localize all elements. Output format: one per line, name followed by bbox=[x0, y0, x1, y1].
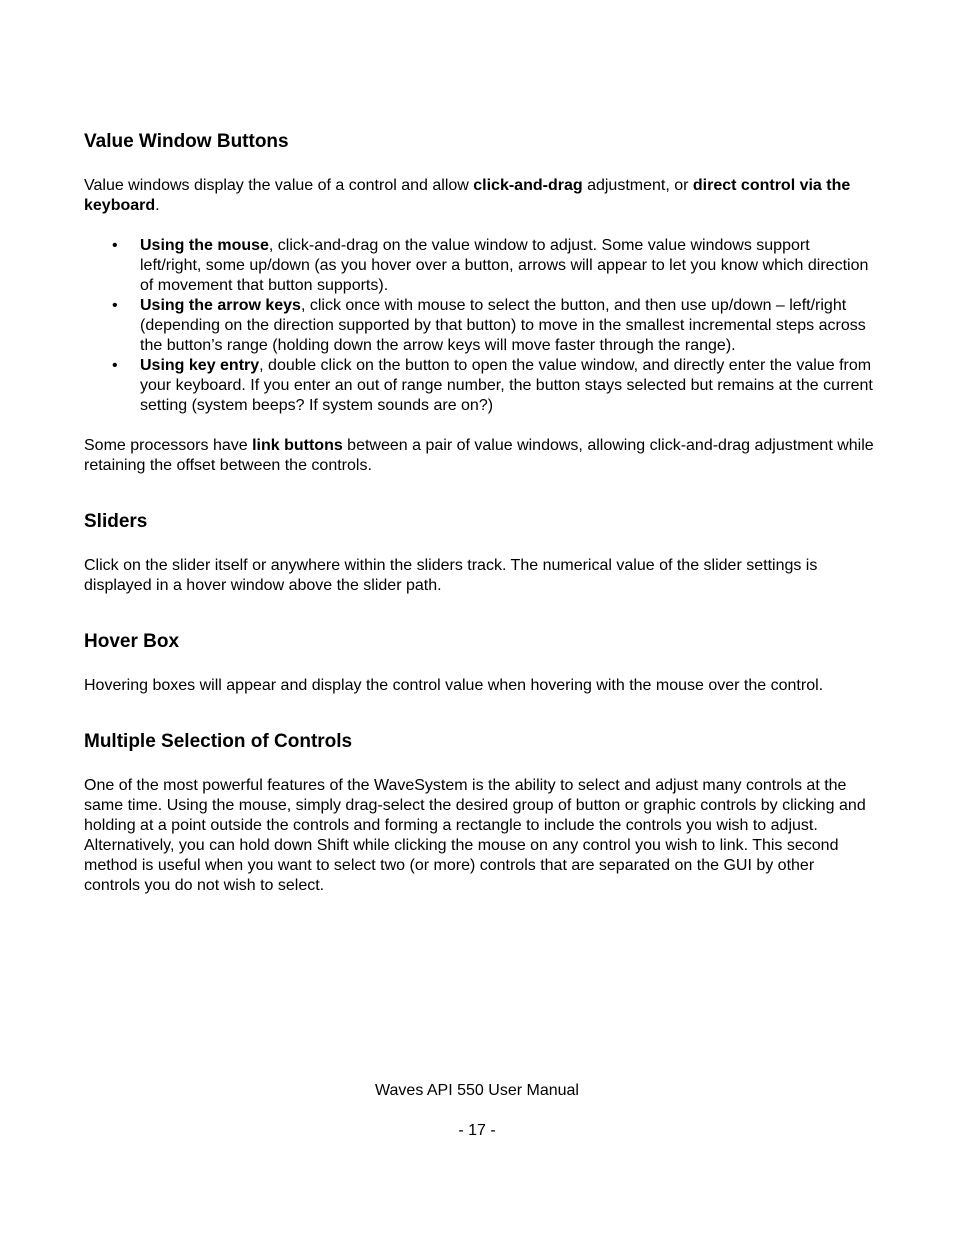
page-content bbox=[84, 130, 874, 896]
section-heading: Hover Box bbox=[84, 631, 180, 652]
sliders-body: Click on the slider itself or anywhere within the sliders track. The numerical value of the slider settings is displayed in a hover window above the slider path. bbox=[84, 557, 818, 594]
value-window-outro: Some processors have link buttons between a pair of value windows, allowing click-and-drag adjustment while retaining the offset between the controls. bbox=[84, 437, 874, 474]
section-multiple-selection bbox=[84, 730, 874, 896]
footer-page-number: - 17 - bbox=[458, 1122, 496, 1139]
bullet-icon: • bbox=[112, 357, 118, 374]
list-item: • Using key entry, double click on the button to open the value window, and directly enter the value from your keyboard. If you enter an out of range number, the button stays selected but remains at the current setting (system beeps? If system sounds are on?) bbox=[112, 357, 873, 414]
multiple-selection-body: One of the most powerful features of the WaveSystem is the ability to select and adjust many controls at the same time. Using the mouse, simply drag-select the desired group of button or graphic controls by clicking and holding at a point outside the controls and forming a rectangle to include the controls you wish to adjust. Alternatively, you can hold down Shift while clicking the mouse on any control you wish to link. This second method is useful when you want to select two (or more) controls that are separated on the GUI by other controls you do not wish to select. bbox=[84, 777, 866, 894]
footer-manual-title: Waves API 550 User Manual bbox=[375, 1082, 579, 1099]
list-item: • Using the mouse, click-and-drag on the value window to adjust. Some value windows support left/right, some up/down (as you hover over a button, arrows will appear to let you know which direction of movement that button supports). bbox=[112, 237, 869, 294]
section-heading: Multiple Selection of Controls bbox=[84, 731, 353, 752]
bullet-icon: • bbox=[112, 297, 118, 314]
section-heading: Value Window Buttons bbox=[84, 131, 289, 152]
section-hover-box bbox=[84, 630, 874, 696]
bullet-icon: • bbox=[112, 237, 118, 254]
section-heading: Sliders bbox=[84, 511, 148, 532]
section-sliders bbox=[84, 510, 874, 596]
hover-box-body: Hovering boxes will appear and display the control value when hovering with the mouse over the control. bbox=[84, 677, 824, 694]
list-item: • Using the arrow keys, click once with mouse to select the button, and then use up/down – left/right (depending on the direction supported by that button) to move in the smallest incremental steps across the button’s range (holding down the arrow keys will move faster through the range). bbox=[112, 297, 866, 354]
section-value-window-buttons bbox=[84, 130, 874, 476]
value-window-bullet-list bbox=[84, 236, 874, 416]
value-window-intro: Value windows display the value of a control and allow click-and-drag adjustment, or direct control via the keyboard. bbox=[84, 177, 851, 214]
